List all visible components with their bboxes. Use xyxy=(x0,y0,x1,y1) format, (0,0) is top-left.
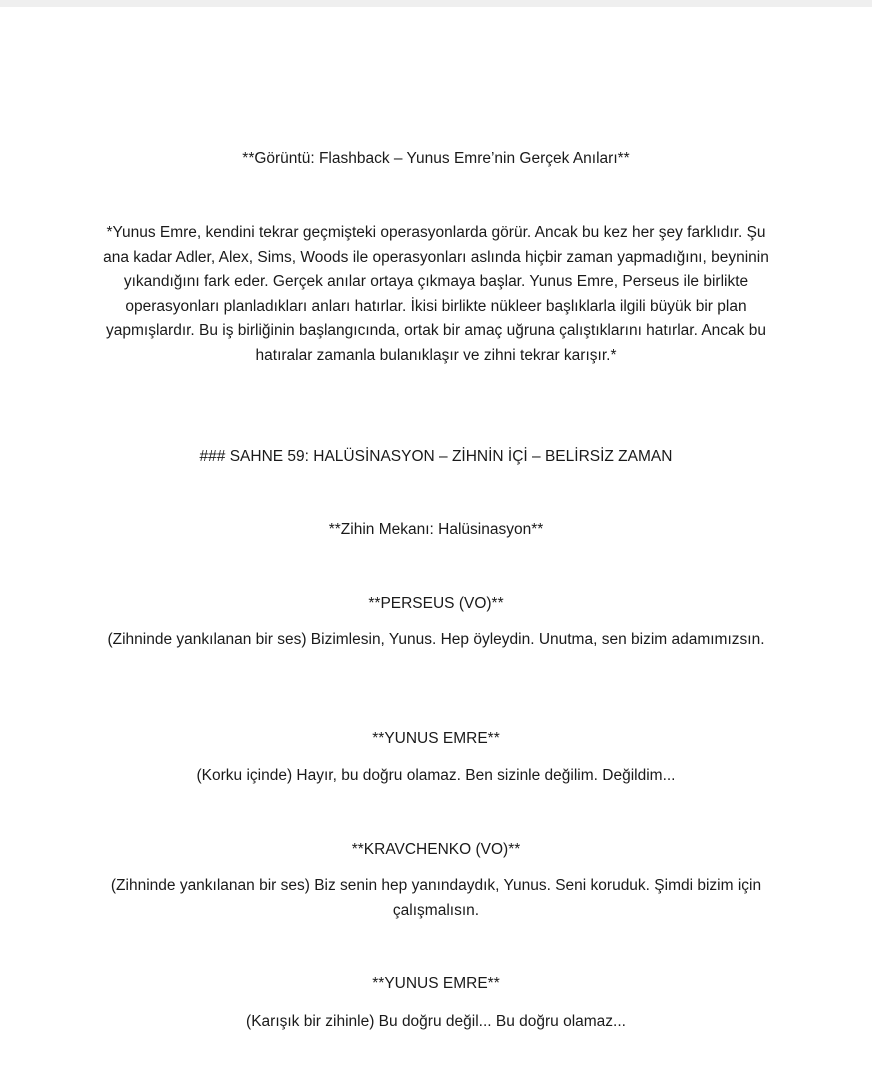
image-title: **Görüntü: Flashback – Yunus Emre’nin Gerçek Anıları** xyxy=(242,150,630,167)
dialogue-yunus-emre-1: (Korku içinde) Hayır, bu doğru olamaz. Ben sizinle değilim. Değildim... xyxy=(196,767,676,784)
dialogue-yunus-emre-2: (Karışık bir zihinle) Bu doğru değil... Bu doğru olamaz... xyxy=(246,1013,626,1030)
speaker-yunus-emre-2: **YUNUS EMRE** xyxy=(372,975,500,992)
speaker-perseus: **PERSEUS (VO)** xyxy=(368,595,504,612)
location-label: **Zihin Mekanı: Halüsinasyon** xyxy=(328,521,544,538)
image-description: *Yunus Emre, kendini tekrar geçmişteki operasyonlarda görür. Ancak bu kez her şey farklıdır. Şu ana kadar Adler, Alex, Sims, Woods ile operasyonları aslında hiçbir zaman yapmadığını, beyninin yıkandığını fark eder. Gerçek anılar ortaya çıkmaya başlar. Yunus Emre, Perseus ile birlikte operasyonları planladıkları anları hatırlar. İkisi birlikte nükleer başlıklarla ilgili büyük bir plan yapmışlardır. Bu iş birliğinin başlangıcında, ortak bir amaç uğruna çalıştıklarını hatırlar. Ancak bu hatıralar zamanla bulanıklaşır ve zihni tekrar karışır.* xyxy=(103,224,769,364)
dialogue-perseus: (Zihninde yankılanan bir ses) Bizimlesin, Yunus. Hep öyleydin. Unutma, sen bizim adamımızsın. xyxy=(107,631,765,648)
speaker-yunus-emre-1: **YUNUS EMRE** xyxy=(372,730,500,747)
dialogue-kravchenko: (Zihninde yankılanan bir ses) Biz senin hep yanındaydık, Yunus. Seni koruduk. Şimdi bizim için çalışmalısın. xyxy=(110,877,762,919)
speaker-kravchenko: **KRAVCHENKO (VO)** xyxy=(351,841,521,858)
scene-heading: ### SAHNE 59: HALÜSİNASYON – ZİHNİN İÇİ – BELİRSİZ ZAMAN xyxy=(199,448,673,465)
